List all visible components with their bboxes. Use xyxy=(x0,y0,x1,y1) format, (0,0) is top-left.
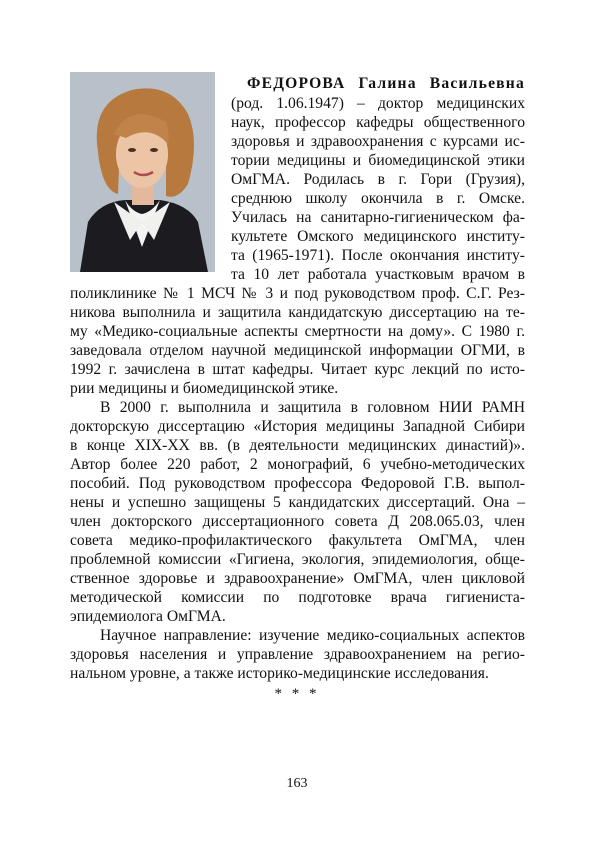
bio-line: никова выполнила и защитила кандидатскую диссертацию на те- xyxy=(70,304,525,321)
bio-line: эпидемиолога ОмГМА. xyxy=(70,608,226,625)
bio-line: член докторского диссертационного совета Д 208.065.03, член xyxy=(70,513,525,530)
bio-line: ОмГМА. Родилась в г. Гори (Грузия), xyxy=(231,171,525,188)
bio-line: нены и успешно защищены 5 кандидатских диссертаций. Она – xyxy=(70,494,525,511)
bio-line: 1992 г. зачислена в штат кафедры. Читает курс лекций по исто- xyxy=(70,361,525,378)
portrait-illustration xyxy=(70,72,215,272)
bio-line: докторскую диссертацию «История медицины Западной Сибири xyxy=(70,418,525,435)
bio-line: (род. 1.06.1947) – доктор медицинских xyxy=(231,95,525,112)
bio-line: культете Омского медицинского институ- xyxy=(231,228,525,245)
portrait-photo xyxy=(70,72,215,272)
bio-line: пособий. Под руководством профессора Федоровой Г.В. выпол- xyxy=(70,475,525,492)
bio-line: здоровья и здравоохранения с курсами ис- xyxy=(231,133,525,150)
person-name: ФЕДОРОВА Галина Васильевна xyxy=(247,75,525,92)
bio-line: та 10 лет работала участковым врачом в xyxy=(231,266,525,283)
bio-line: В 2000 г. выполнила и защитила в головном НИИ РАМН xyxy=(100,399,525,416)
bio-line: поликлинике № 1 МСЧ № 3 и под руководством проф. С.Г. Рез- xyxy=(70,285,525,302)
page-number: 163 xyxy=(286,776,308,791)
bio-line: му «Медико-социальные аспекты смертности на дому». С 1980 г. xyxy=(70,323,525,340)
bio-line: ственное здоровье и здравоохранение» ОмГМА, член цикловой xyxy=(70,570,525,587)
bio-line: среднюю школу окончила в г. Омске. xyxy=(231,190,525,207)
bio-line: проблемной комиссии «Гигиена, экология, эпидемиология, обще- xyxy=(70,551,525,568)
bio-line: методической комиссии по подготовке врача гигиениста- xyxy=(70,589,525,606)
bio-line: заведовала отделом научной медицинской информации ОГМИ, в xyxy=(70,342,525,359)
bio-line: наук, профессор кафедры общественного xyxy=(231,114,525,131)
section-separator: * * * xyxy=(274,686,320,702)
bio-line: нальном уровне, а также историко-медицинские исследования. xyxy=(70,665,489,682)
bio-line: здоровья населения и управление здравоохранением на регио- xyxy=(70,646,525,663)
bio-line: в конце XIX-XX вв. (в деятельности медицинских династий)». xyxy=(70,437,525,454)
bio-line: Автор более 220 работ, 2 монографий, 6 учебно-методических xyxy=(70,456,525,473)
bio-line: та (1965-1971). После окончания институ- xyxy=(231,247,525,264)
bio-line: тории медицины и биомедицинской этики xyxy=(231,152,525,169)
bio-line: рии медицины и биомедицинской этике. xyxy=(70,380,339,397)
bio-line: совета медико-профилактического факультета ОмГМА, член xyxy=(70,532,525,549)
bio-line: Училась на санитарно-гигиеническом фа- xyxy=(231,209,525,226)
bio-line: Научное направление: изучение медико-социальных аспектов xyxy=(100,627,525,644)
